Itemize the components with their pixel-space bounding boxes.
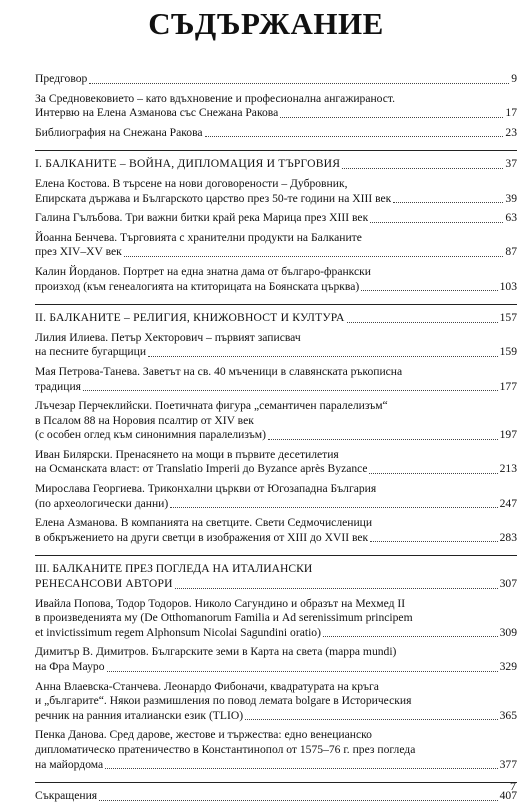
toc-page-number: 329 — [499, 660, 517, 673]
toc-entry-text: Лилия Илиева. Петър Хекторович – първият записвач — [35, 330, 301, 344]
dot-leader — [105, 768, 497, 769]
toc-entry-line — [35, 177, 517, 192]
toc-entry-text: (с особен оглед към синонимния паралелизъм) — [35, 428, 266, 442]
toc-entry-line — [35, 482, 517, 497]
toc-entry-text: Библиография на Снежана Ракова — [35, 125, 203, 139]
toc-entry-text: et invictissimum regem Alphonsum Nicolai Sagundini oratio) — [35, 625, 321, 639]
toc-entry-line — [35, 660, 517, 675]
toc-entry-line — [35, 231, 517, 246]
page-number: 7 — [510, 779, 516, 793]
toc-entry — [35, 331, 517, 360]
toc-page-number: 9 — [511, 72, 517, 85]
page-title: СЪДЪРЖАНИЕ — [148, 6, 384, 41]
toc-entry-line — [35, 211, 517, 226]
toc-entry-line — [35, 365, 517, 380]
dot-leader — [83, 390, 498, 391]
dot-leader — [370, 222, 503, 223]
toc-entry-text: в произведенията му (De Otthomanorum Familia и Ad serenissimum principem — [35, 611, 413, 625]
toc-entry-line — [35, 758, 517, 773]
toc-page-number: 309 — [499, 625, 517, 639]
section-heading-text: РЕНЕСАНСОВИ АВТОРИ — [35, 577, 173, 591]
dot-leader — [148, 356, 498, 357]
toc-entry-text: на майордома — [35, 757, 104, 771]
toc-entry-line — [35, 72, 517, 87]
toc-entry — [35, 516, 517, 545]
toc-entry-text: Галина Гълъбова. Три важни битки край река Марица през XIII век — [35, 211, 369, 225]
dot-leader — [124, 256, 504, 257]
section-divider — [35, 555, 517, 556]
toc-entry — [35, 645, 517, 674]
toc-page-number: 197 — [499, 428, 517, 442]
toc-entry — [35, 789, 517, 804]
section-heading-line — [35, 577, 517, 592]
section-heading-line — [35, 157, 517, 172]
toc-entry-line — [35, 448, 517, 463]
toc-entry-line — [35, 645, 517, 660]
toc-entry-line — [35, 428, 517, 443]
toc-entry-line — [35, 106, 517, 121]
toc-entry-text: през XIV–XV век — [35, 245, 122, 259]
dot-leader — [245, 719, 498, 720]
toc-entry-text: на песните бугарщици — [35, 345, 147, 359]
toc-entry-line — [35, 414, 517, 429]
toc-entry-line — [35, 789, 517, 804]
toc-entry-text: (по археологически данни) — [35, 496, 169, 510]
toc-entry-text: речник на ранния италиански език (TLIO) — [35, 708, 244, 722]
toc-entry-line — [35, 497, 517, 512]
section-heading-line — [35, 311, 517, 326]
toc-page-number: 23 — [505, 125, 517, 139]
dot-leader — [323, 636, 498, 637]
toc-page-number: 39 — [505, 191, 517, 205]
toc-entry-text: произход (към генеалогията на ктиторицата на Боянската църква) — [35, 279, 360, 293]
toc-entry — [35, 448, 517, 477]
toc-entry-text: Епирската държава и Българското царство през 50-те години на XIII век — [35, 191, 392, 205]
toc-entry-line — [35, 680, 517, 695]
toc-entry-line — [35, 611, 517, 626]
toc-entry-line — [35, 92, 517, 107]
toc-entry — [35, 365, 517, 394]
toc-entry-text: Елена Азманова. В компанията на светците. Свети Седмочисленици — [35, 516, 373, 530]
toc-entry — [35, 728, 517, 772]
toc-entry-line — [35, 265, 517, 280]
toc-entry-line — [35, 345, 517, 360]
toc-entry — [35, 482, 517, 511]
section-heading — [35, 311, 517, 326]
toc-page-number: 213 — [499, 462, 517, 476]
toc-page-number: 103 — [499, 279, 517, 293]
toc-entry-line — [35, 462, 517, 477]
toc-entry-line — [35, 280, 517, 295]
toc-page-number: 377 — [499, 757, 517, 771]
toc-page-number: 307 — [499, 577, 517, 591]
section-heading-text: I. БАЛКАНИТЕ – ВОЙНА, ДИПЛОМАЦИЯ И ТЪРГОВИЯ — [35, 157, 341, 171]
dot-leader — [170, 507, 497, 508]
dot-leader — [347, 322, 498, 323]
toc-page-number: 159 — [499, 345, 517, 359]
toc-entry-text: на Фра Мауро — [35, 660, 105, 673]
section-heading-line — [35, 562, 517, 577]
toc-page-number: 407 — [499, 789, 517, 803]
dot-leader — [361, 290, 497, 291]
toc-entry — [35, 680, 517, 724]
toc-page-number: 17 — [505, 106, 517, 120]
toc-entry-text: Димитър В. Димитров. Българските земи в Карта на света (mappa mundi) — [35, 645, 397, 659]
toc-entry-text: на Османската власт: от Translatio Imperii до Byzance après Byzance — [35, 462, 368, 476]
toc-page-number: 63 — [505, 211, 517, 225]
dot-leader — [175, 588, 498, 589]
toc-entry-text: Анна Влаевска-Станчева. Леонардо Фибоначи, квадратурата на кръга — [35, 679, 379, 693]
toc-entry-text: Предговор — [35, 72, 88, 85]
toc-entry — [35, 126, 517, 141]
toc-page-number: 247 — [499, 496, 517, 510]
toc-entry-text: Лъчезар Перчеклийски. Поетичната фигура „семантичен паралелизъм“ — [35, 399, 388, 413]
toc-entry-text: Калин Йорданов. Портрет на една знатна дама от българо-франкски — [35, 264, 372, 278]
toc-entry-line — [35, 694, 517, 709]
toc-page-number: 365 — [499, 708, 517, 722]
toc-entry-line — [35, 597, 517, 612]
toc-entry-line — [35, 192, 517, 207]
toc-entry-text: Интервю на Елена Азманова със Снежана Ракова — [35, 106, 279, 120]
toc-page-number: 157 — [499, 311, 517, 325]
section-heading-text: III. БАЛКАНИТЕ ПРЕЗ ПОГЛЕДА НА ИТАЛИАНСКИ — [35, 562, 313, 576]
toc-entry — [35, 265, 517, 294]
toc-entry-line — [35, 728, 517, 743]
toc-page-number: 177 — [499, 379, 517, 393]
toc-entry-line — [35, 743, 517, 758]
toc-entry-text: Съкращения — [35, 789, 98, 803]
dot-leader — [89, 83, 509, 84]
toc-entry-text: Мирослава Георгиева. Триконхални църкви от Югозападна България — [35, 482, 377, 496]
toc-entry-text: и „българите“. Някои размишления по повод лемата bolgare в Историческия — [35, 694, 412, 708]
section-divider — [35, 304, 517, 305]
toc-entry-line — [35, 380, 517, 395]
toc-entry-line — [35, 516, 517, 531]
toc-entry — [35, 177, 517, 206]
section-heading — [35, 157, 517, 172]
toc-entry-text: дипломатическо пратеничество в Константинопол от 1575–76 г. през погледа — [35, 742, 416, 756]
toc-entry — [35, 597, 517, 641]
toc-entry-text: Пенка Данова. Сред дарове, жестове и тържества: едно венецианско — [35, 728, 372, 742]
dot-leader — [393, 202, 503, 203]
toc-entry — [35, 399, 517, 443]
dot-leader — [369, 473, 497, 474]
toc-entry-text: За Средновековието – като вдъхновение и професионална ангажираност. — [35, 91, 396, 105]
toc-entry-text: Йоанна Бенчева. Търговията с хранителни продукти на Балканите — [35, 230, 362, 244]
section-heading-text: II. БАЛКАНИТЕ – РЕЛИГИЯ, КНИЖОВНОСТ И КУЛТУРА — [35, 311, 345, 325]
toc-entry-line — [35, 531, 517, 546]
section-heading — [35, 562, 517, 591]
toc-page-number: 37 — [505, 157, 517, 171]
dot-leader — [268, 439, 498, 440]
dot-leader — [205, 136, 504, 137]
toc-page-number: 87 — [505, 245, 517, 259]
dot-leader — [280, 117, 503, 118]
toc-entry-text: Елена Костова. В търсене на нови договорености – Дубровник, — [35, 176, 348, 190]
toc-entry — [35, 72, 517, 87]
toc-entry — [35, 92, 517, 121]
toc-entry-line — [35, 626, 517, 641]
toc-entry-line — [35, 126, 517, 141]
dot-leader — [342, 168, 503, 169]
dot-leader — [107, 671, 498, 672]
toc-entry — [35, 231, 517, 260]
toc-page-number: 283 — [499, 530, 517, 544]
toc-entry-line — [35, 399, 517, 414]
toc-entry-text: Мая Петрова-Танева. Заветът на св. 40 мъченици в славянската ръкописна — [35, 364, 403, 378]
toc-entry-text: традиция — [35, 379, 81, 393]
toc-entry-line — [35, 245, 517, 260]
toc-entry-text: в Псалом 88 на Норовия псалтир от XIV век — [35, 413, 254, 427]
table-of-contents — [35, 72, 517, 809]
toc-entry-text: Ивайла Попова, Тодор Тодоров. Николо Сагундино и образът на Мехмед II — [35, 596, 406, 610]
dot-leader — [370, 541, 497, 542]
toc-entry-line — [35, 331, 517, 346]
section-divider — [35, 150, 517, 151]
toc-entry — [35, 211, 517, 226]
section-divider — [35, 782, 517, 783]
toc-entry-text: в обкръжението на други светци в изображения от XIII до XVII век — [35, 530, 369, 544]
toc-entry-line — [35, 709, 517, 724]
toc-entry-text: Иван Билярски. Пренасянето на мощи в първите десетилетия — [35, 447, 339, 461]
